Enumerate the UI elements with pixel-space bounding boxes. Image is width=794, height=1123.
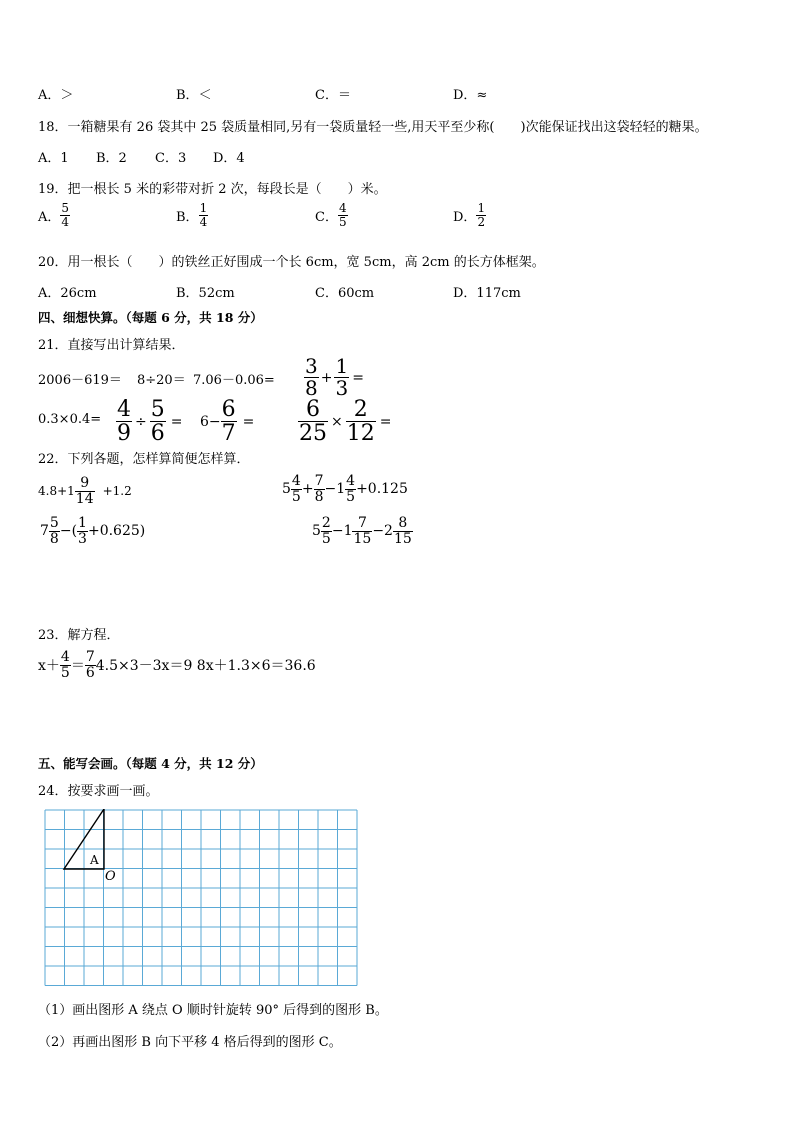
label-o: O: [105, 869, 116, 884]
q21-item-5: 0.3×0.4=: [38, 412, 102, 427]
fraction: $\frac{4}{5}$: [338, 201, 347, 229]
q20-option-a: A．26cm: [38, 286, 97, 301]
q20-option-b: B．52cm: [176, 286, 235, 301]
section-4-heading: 四、细想快算。（每题 6 分，共 18 分）: [38, 310, 263, 325]
q22-item-b: 5 $\frac{4}{5}$ + $\frac{7}{8}$ −1 $\frac{4}{5}$ +0.125: [282, 473, 408, 505]
q21-stem: 21．直接写出计算结果．: [38, 338, 185, 353]
q24-stem: 24．按要求画一画。: [38, 784, 159, 799]
fraction: $\frac{2}{12}$: [346, 397, 375, 447]
q19-option-d: D． $\frac{1}{2}$: [453, 201, 486, 229]
fraction: $\frac{2}{5}$: [321, 515, 331, 547]
q20-stem: 20．用一根长（ ）的铁丝正好围成一个长 6cm，宽 5cm，高 2cm 的长方体框架。: [38, 255, 545, 270]
fraction: $\frac{5}{6}$: [150, 397, 165, 447]
fraction: $\frac{5}{4}$: [61, 201, 70, 229]
q19-option-b: B． $\frac{1}{4}$: [176, 201, 208, 229]
q19-stem: 19．把一根长 5 米的彩带对折 2 次，每段长是（ ）米。: [38, 182, 387, 197]
fraction: $\frac{4}{5}$: [60, 649, 70, 681]
grid-lines: [45, 810, 357, 986]
q23-stem: 23．解方程．: [38, 628, 120, 643]
q18-option-b: B．2: [96, 151, 127, 166]
q21-item-7: 6− $\frac{6}{7}$ =: [200, 397, 255, 447]
q22-item-a: 4.8+1 $\frac{9}{14}$ +1.2: [38, 475, 132, 507]
q24-task-1: （1）画出图形 A 绕点 O 顺时针旋转 90° 后得到的图形 B。: [38, 1003, 388, 1018]
q23-equations: x＋ $\frac{4}{5}$ ＝ $\frac{7}{6}$ 4.5×3－3x＝9 8x＋1.3×6＝36.6: [38, 649, 316, 681]
label-a: A: [90, 853, 99, 867]
q19-option-c: C． $\frac{4}{5}$: [315, 201, 347, 229]
section-5-heading: 五、能写会画。（每题 4 分，共 12 分）: [38, 756, 263, 771]
fraction: $\frac{4}{5}$: [291, 473, 301, 505]
fraction: $\frac{8}{15}$: [393, 515, 412, 547]
fraction: $\frac{5}{8}$: [49, 515, 59, 547]
fraction: $\frac{1}{3}$: [335, 354, 349, 400]
fraction: $\frac{7}{15}$: [353, 515, 372, 547]
q21-item-3: 7.06－0.06=: [193, 373, 275, 388]
q17-option-c: C．＝: [315, 88, 351, 103]
q21-item-1: 2006－619＝: [38, 373, 122, 388]
q22-item-d: 5 $\frac{2}{5}$ −1 $\frac{7}{15}$ −2 $\frac{8}{15}$: [312, 515, 412, 547]
q20-option-c: C．60cm: [315, 286, 375, 301]
q17-option-b: B．＜: [176, 88, 212, 103]
fraction: $\frac{4}{5}$: [346, 473, 356, 505]
q21-item-4: $\frac{3}{8}$ + $\frac{1}{3}$ =: [305, 354, 364, 400]
q21-item-8: $\frac{6}{25}$ × $\frac{2}{12}$ =: [299, 397, 392, 447]
fraction: $\frac{6}{7}$: [221, 397, 236, 447]
q21-item-2: 8÷20＝: [137, 373, 186, 388]
q18-option-c: C．3: [155, 151, 187, 166]
q18-option-a: A．1: [38, 151, 69, 166]
drawing-grid: [44, 809, 359, 986]
fraction: $\frac{4}{9}$: [117, 397, 131, 447]
fraction: $\frac{1}{3}$: [78, 515, 87, 547]
fraction: $\frac{1}{4}$: [199, 201, 208, 229]
q18-option-d: D．4: [213, 151, 245, 166]
fraction: $\frac{7}{8}$: [314, 473, 324, 505]
q24-task-2: （2）再画出图形 B 向下平移 4 格后得到的图形 C。: [38, 1035, 342, 1050]
q19-option-a: A． $\frac{5}{4}$: [38, 201, 70, 229]
fraction: $\frac{9}{14}$: [75, 475, 94, 507]
q18-stem: 18．一箱糖果有 26 袋其中 25 袋质量相同,另有一袋质量轻一些,用天平至少称( )次能保证找出这袋轻轻的糖果。: [38, 120, 708, 135]
q17-option-a: A．＞: [38, 88, 74, 103]
q17-option-d: D．≈: [453, 88, 488, 103]
q21-item-6: $\frac{4}{9}$ ÷ $\frac{5}{6}$ =: [117, 397, 183, 447]
fraction: $\frac{7}{6}$: [85, 649, 95, 681]
q22-stem: 22．下列各题，怎样算简便怎样算．: [38, 452, 250, 467]
q22-item-c: 7 $\frac{5}{8}$ −( $\frac{1}{3}$ +0.625): [40, 515, 146, 547]
fraction: $\frac{3}{8}$: [305, 354, 318, 400]
fraction: $\frac{1}{2}$: [477, 201, 486, 229]
q20-option-d: D．117cm: [453, 286, 521, 301]
fraction: $\frac{6}{25}$: [299, 397, 327, 447]
